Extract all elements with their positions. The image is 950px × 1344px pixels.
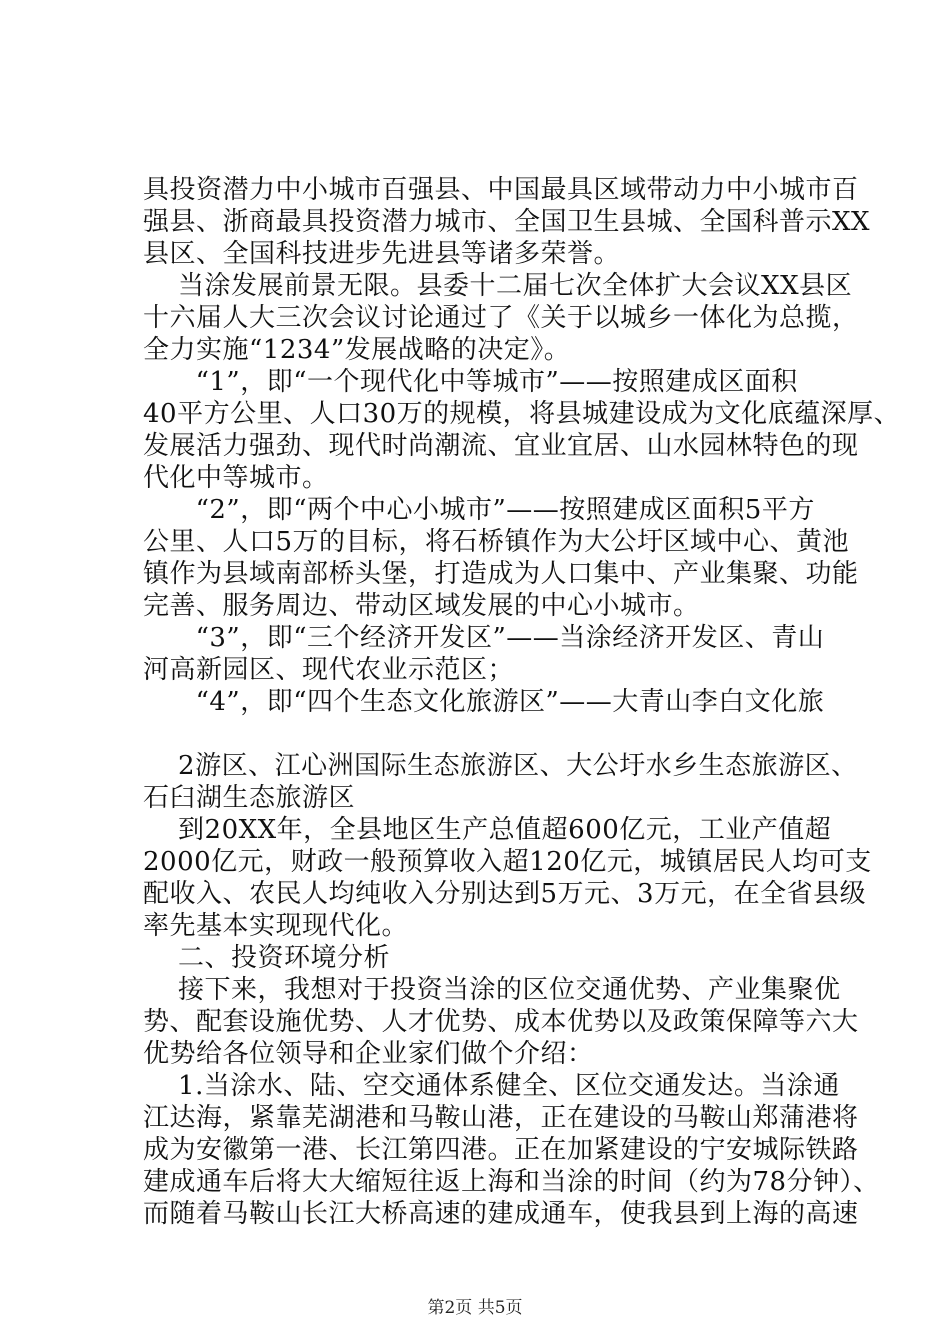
text-line: 成为安徽第一港、长江第四港。正在加紧建设的宁安城际铁路 [143, 1135, 859, 1165]
text-line: “1”，即“一个现代化中等城市”——按照建成区面积 [143, 367, 798, 397]
text-line: 十六届人大三次会议讨论通过了《关于以城乡一体化为总揽， [143, 303, 859, 333]
text-line: 2游区、江心洲国际生态旅游区、大公圩水乡生态旅游区、 [143, 751, 858, 781]
text-line: 县区、全国科技进步先进县等诸多荣誉。 [143, 239, 621, 269]
text-line: 江达海，紧靠芜湖港和马鞍山港，正在建设的马鞍山郑蒲港将 [143, 1103, 859, 1133]
text-line: 建成通车后将大大缩短往返上海和当涂的时间（约为78分钟）、 [143, 1167, 880, 1197]
text-line: 镇作为县域南部桥头堡，打造成为人口集中、产业集聚、功能 [143, 559, 859, 589]
text-line: 优势给各位领导和企业家们做个介绍： [143, 1039, 594, 1069]
text-line: 河高新园区、现代农业示范区； [143, 655, 515, 685]
text-line: 接下来，我想对于投资当涂的区位交通优势、产业集聚优 [143, 975, 841, 1005]
text-line: 发展活力强劲、现代时尚潮流、宜业宜居、山水园林特色的现 [143, 431, 859, 461]
text-line: 全力实施“1234”发展战略的决定》。 [143, 335, 571, 365]
text-line: 2000亿元，财政一般预算收入超120亿元，城镇居民人均可支 [143, 847, 872, 877]
text-line: “4”，即“四个生态文化旅游区”——大青山李白文化旅 [143, 687, 825, 717]
text-line: 代化中等城市。 [143, 463, 329, 493]
text-line: “3”，即“三个经济开发区”——当涂经济开发区、青山 [143, 623, 825, 653]
text-line: 公里、人口5万的目标，将石桥镇作为大公圩区域中心、黄池 [143, 527, 850, 557]
text-line: “2”，即“两个中心小城市”——按照建成区面积5平方 [143, 495, 815, 525]
text-line: 配收入、农民人均纯收入分别达到5万元、3万元，在全省县级 [143, 879, 867, 909]
page-number-footer: 第2页 共5页 [427, 1298, 523, 1318]
text-line: 而随着马鞍山长江大桥高速的建成通车，使我县到上海的高速 [143, 1199, 859, 1229]
text-line: 石臼湖生态旅游区 [143, 783, 356, 813]
text-line: 40平方公里、人口30万的规模，将县城建设成为文化底蕴深厚、 [143, 399, 901, 429]
text-line: 完善、服务周边、带动区域发展的中心小城市。 [143, 591, 700, 621]
text-line: 率先基本实现现代化。 [143, 911, 409, 941]
text-line: 到20XX年，全县地区生产总值超600亿元，工业产值超 [143, 815, 832, 845]
text-line: 二、投资环境分析 [143, 943, 391, 973]
text-line: 势、配套设施优势、人才优势、成本优势以及政策保障等六大 [143, 1007, 859, 1037]
text-line: 强县、浙商最具投资潜力城市、全国卫生县城、全国科普示XX [143, 207, 871, 237]
text-line: 具投资潜力中小城市百强县、中国最具区域带动力中小城市百 [143, 175, 859, 205]
text-line: 1.当涂水、陆、空交通体系健全、区位交通发达。当涂通 [143, 1071, 840, 1101]
text-line: 当涂发展前景无限。县委十二届七次全体扩大会议XX县区 [143, 271, 853, 301]
